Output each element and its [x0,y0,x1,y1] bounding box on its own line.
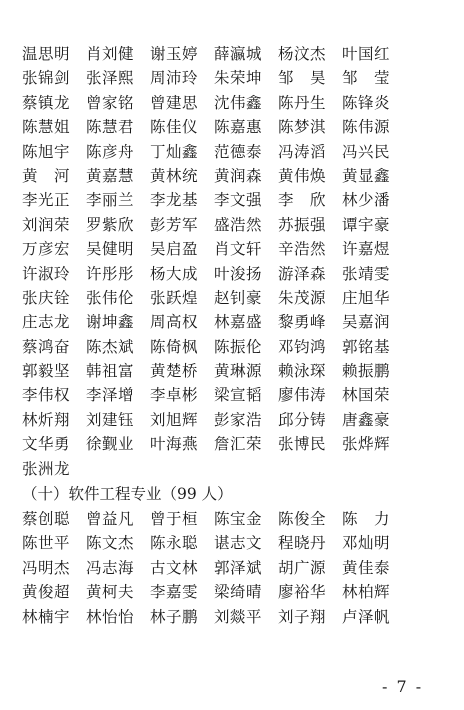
student-name: 陈振伦 [214,337,263,356]
student-name: 冯志海 [86,558,135,577]
student-name: 梁绮晴 [214,583,263,602]
student-name: 辛浩然 [278,240,327,259]
student-name: 陈伟源 [342,118,391,137]
student-name: 黄林统 [150,166,199,185]
student-name: 冯明杰 [22,558,71,577]
student-name: 赖泳琛 [278,362,327,381]
student-name: 邹 昊 [278,69,327,88]
student-name: 李泽增 [86,386,135,405]
student-name: 游泽森 [278,264,327,283]
student-name: 盛浩然 [214,215,263,234]
student-name: 肖刘健 [86,45,135,63]
student-name: 张伟伦 [86,288,135,307]
student-name: 谌志文 [214,534,263,553]
student-name: 陈彦舟 [86,142,135,161]
student-name: 张泽熙 [86,69,135,88]
student-name: 黄显鑫 [342,166,391,185]
student-name: 叶浚扬 [214,264,263,283]
student-name: 吴健明 [86,240,135,259]
student-name: 李伟权 [22,386,71,405]
student-name: 陈慧君 [86,118,135,137]
student-name: 黄佳泰 [342,558,391,577]
student-name: 林嘉盛 [214,313,263,332]
student-name: 邱分铸 [278,410,327,429]
student-name: 蔡鸿奋 [22,337,71,356]
student-name: 林少潘 [342,191,391,210]
name-list-block-1 [18,42,438,481]
student-name: 张烨辉 [342,435,391,454]
student-name: 谢坤鑫 [86,313,135,332]
student-name: 古文林 [150,558,199,577]
student-name: 张靖雯 [342,264,391,283]
student-name: 温思明 [22,45,71,63]
student-name: 周沛玲 [150,69,199,88]
student-name: 李嘉雯 [150,583,199,602]
student-name: 林炘翔 [22,410,71,429]
student-name: 许淑玲 [22,264,71,283]
student-name: 陈旭宇 [22,142,71,161]
student-name: 邓灿明 [342,534,391,553]
student-name: 刘建钰 [86,410,135,429]
student-name: 范德泰 [214,142,263,161]
student-name: 陈杰斌 [86,337,135,356]
student-name: 陈世平 [22,534,71,553]
student-name: 黄楚桥 [150,362,199,381]
student-name: 黄琳源 [214,362,263,381]
student-name: 邹 莹 [342,69,391,88]
student-name: 薛瀛城 [214,45,263,63]
student-name: 彭芳军 [150,215,199,234]
student-name: 黄 河 [22,166,71,185]
student-name: 赖振鹏 [342,362,391,381]
student-name: 李龙基 [150,191,199,210]
student-name: 陈宝金 [214,510,263,529]
student-name: 丁灿鑫 [150,142,199,161]
student-name: 黄润森 [214,166,263,185]
student-name: 黎勇峰 [278,313,327,332]
student-name: 张庆铨 [22,288,71,307]
student-name: 郭毅坚 [22,362,71,381]
student-name: 李光正 [22,191,71,210]
student-name: 林国荣 [342,386,391,405]
student-name: 庄志龙 [22,313,71,332]
student-name: 郭泽斌 [214,558,263,577]
student-name: 刘子翔 [278,607,327,626]
student-name: 杨汶杰 [278,45,327,63]
student-name: 李卓彬 [150,386,199,405]
student-name: 林楠宇 [22,607,71,626]
student-name: 张锦剑 [22,69,71,88]
student-name: 陈永聪 [150,534,199,553]
student-name: 林怡怡 [86,607,135,626]
student-name: 张跃煌 [150,288,199,307]
student-name: 许嘉煜 [342,240,391,259]
student-name: 陈俊全 [278,510,327,529]
student-name: 冯涛滔 [278,142,327,161]
student-name: 张洲龙 [22,459,71,478]
student-name: 文华勇 [22,435,71,454]
student-name: 郭铭基 [342,337,391,356]
student-name: 曾建思 [150,93,199,112]
student-name: 谢玉婷 [150,45,199,63]
student-name: 冯兴民 [342,142,391,161]
student-name: 彭家浩 [214,410,263,429]
student-name: 庄旭华 [342,288,391,307]
student-name: 李丽兰 [86,191,135,210]
student-name: 曾益凡 [86,510,135,529]
student-name: 吴启盈 [150,240,199,259]
student-name: 杨大成 [150,264,199,283]
student-name: 陈倚枫 [150,337,199,356]
student-name: 曾于桓 [150,510,199,529]
student-name: 陈慧姐 [22,118,71,137]
document-page [18,42,438,629]
student-name: 刘旭辉 [150,410,199,429]
student-name: 刘润荣 [22,215,71,234]
student-name: 叶海燕 [150,435,199,454]
student-name: 徐觐业 [86,435,135,454]
student-name: 沈伟鑫 [214,93,263,112]
student-name: 蔡镇龙 [22,93,71,112]
student-name: 李 欣 [278,191,327,210]
student-name: 万彦宏 [22,240,71,259]
student-name: 刘燚平 [214,607,263,626]
student-name: 赵钊豪 [214,288,263,307]
student-name: 卢泽帆 [342,607,391,626]
student-name: 陈丹生 [278,93,327,112]
student-name: 陈锋炎 [342,93,391,112]
student-name: 林柏辉 [342,583,391,602]
student-name: 苏振强 [278,215,327,234]
student-name: 肖文轩 [214,240,263,259]
student-name: 唐鑫豪 [342,410,391,429]
student-name: 陈梦淇 [278,118,327,137]
name-list-block-2 [18,507,438,629]
student-name: 叶国红 [342,45,391,63]
student-name: 罗紫欣 [86,215,135,234]
student-name: 林子鹏 [150,607,199,626]
student-name: 周高权 [150,313,199,332]
student-name: 陈佳仪 [150,118,199,137]
student-name: 邓钧鸿 [278,337,327,356]
student-name: 廖伟涛 [278,386,327,405]
student-name: 陈嘉惠 [214,118,263,137]
student-name: 詹汇荣 [214,435,263,454]
student-name: 梁宣韬 [214,386,263,405]
student-name: 张博民 [278,435,327,454]
student-name: 吴嘉润 [342,313,391,332]
student-name: 陈 力 [342,510,391,529]
student-name: 胡广源 [278,558,327,577]
student-name: 韩祖富 [86,362,135,381]
student-name: 曾家铭 [86,93,135,112]
section-heading-software-engineering: （十）软件工程专业（99 人） [22,485,233,504]
page-number: - 7 - [382,677,424,696]
student-name: 陈文杰 [86,534,135,553]
student-name: 廖裕华 [278,583,327,602]
student-name: 黄柯夫 [86,583,135,602]
student-name: 黄伟焕 [278,166,327,185]
student-name: 程晓丹 [278,534,327,553]
student-name: 朱荣坤 [214,69,263,88]
student-name: 李文强 [214,191,263,210]
student-name: 朱茂源 [278,288,327,307]
student-name: 黄俊超 [22,583,71,602]
student-name: 蔡创聪 [22,510,71,529]
student-name: 黄嘉慧 [86,166,135,185]
student-name: 谭宇豪 [342,215,391,234]
student-name: 许彤彤 [86,264,135,283]
